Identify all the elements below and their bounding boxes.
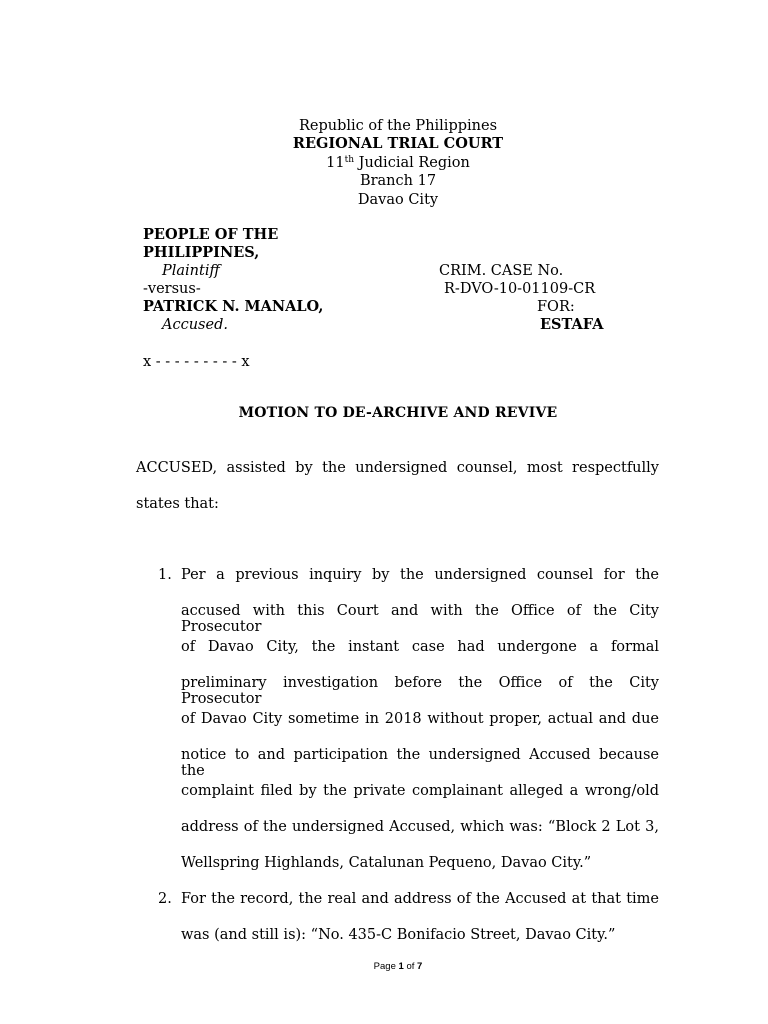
plaintiff-name-line2: PHILIPPINES,	[143, 244, 260, 261]
court-name: REGIONAL TRIAL COURT	[292, 135, 504, 153]
page-word: Page	[373, 961, 396, 972]
judicial-region: 11th Judicial Region	[326, 154, 470, 171]
plaintiff-name-line1: PEOPLE OF THE	[143, 226, 279, 243]
case-number: R-DVO-10-01109-CR	[444, 281, 596, 297]
item-2-line: was (and still is): “No. 435-C Bonifacio Street, Davao City.”	[181, 927, 616, 943]
versus-label: -versus-	[143, 281, 201, 297]
item-1-line: of Davao City, the instant case had undergone a formal	[181, 639, 659, 655]
item-number: 1.	[158, 567, 172, 583]
item-1-line: preliminary investigation before the Office of the City Prosecutor	[181, 675, 659, 707]
court-header	[0, 117, 768, 209]
case-label: CRIM. CASE No.	[439, 263, 564, 279]
caption-separator: x - - - - - - - - - x	[143, 354, 250, 370]
item-1-line: accused with this Court and with the Office of the City Prosecutor	[181, 603, 659, 635]
item-number: 2.	[158, 891, 172, 907]
item-1-line: address of the undersigned Accused, which was: “Block 2 Lot 3,	[181, 819, 659, 835]
item-1-line: complaint filed by the private complainant alleged a wrong/old	[181, 783, 659, 799]
item-1-line: Per a previous inquiry by the undersigned counsel for the	[181, 567, 659, 583]
accused-role: Accused.	[162, 317, 228, 333]
branch-line: Branch 17	[359, 173, 437, 190]
intro-line-1: ACCUSED, assisted by the undersigned counsel, most respectfully	[136, 460, 659, 476]
item-2-line: For the record, the real and address of the Accused at that time	[181, 891, 659, 907]
republic-line: Republic of the Philippines	[298, 118, 498, 134]
intro-line-2: states that:	[136, 496, 219, 512]
accused-name: PATRICK N. MANALO,	[143, 298, 324, 315]
of-word: of	[406, 961, 415, 972]
item-1-line: of Davao City sometime in 2018 without proper, actual and due	[181, 711, 659, 727]
for-label: FOR:	[537, 299, 575, 315]
page-current: 1	[398, 961, 404, 972]
plaintiff-role: Plaintiff	[162, 263, 220, 279]
item-1-line: Wellspring Highlands, Catalunan Pequeno, Davao City.”	[181, 855, 592, 871]
document-title: MOTION TO DE-ARCHIVE AND REVIVE	[238, 405, 558, 421]
page-footer	[0, 961, 768, 972]
page-total: 7	[417, 961, 423, 972]
city-line: Davao City	[357, 191, 439, 208]
item-1-line: notice to and participation the undersigned Accused because the	[181, 747, 659, 779]
offense-label: ESTAFA	[540, 316, 604, 333]
